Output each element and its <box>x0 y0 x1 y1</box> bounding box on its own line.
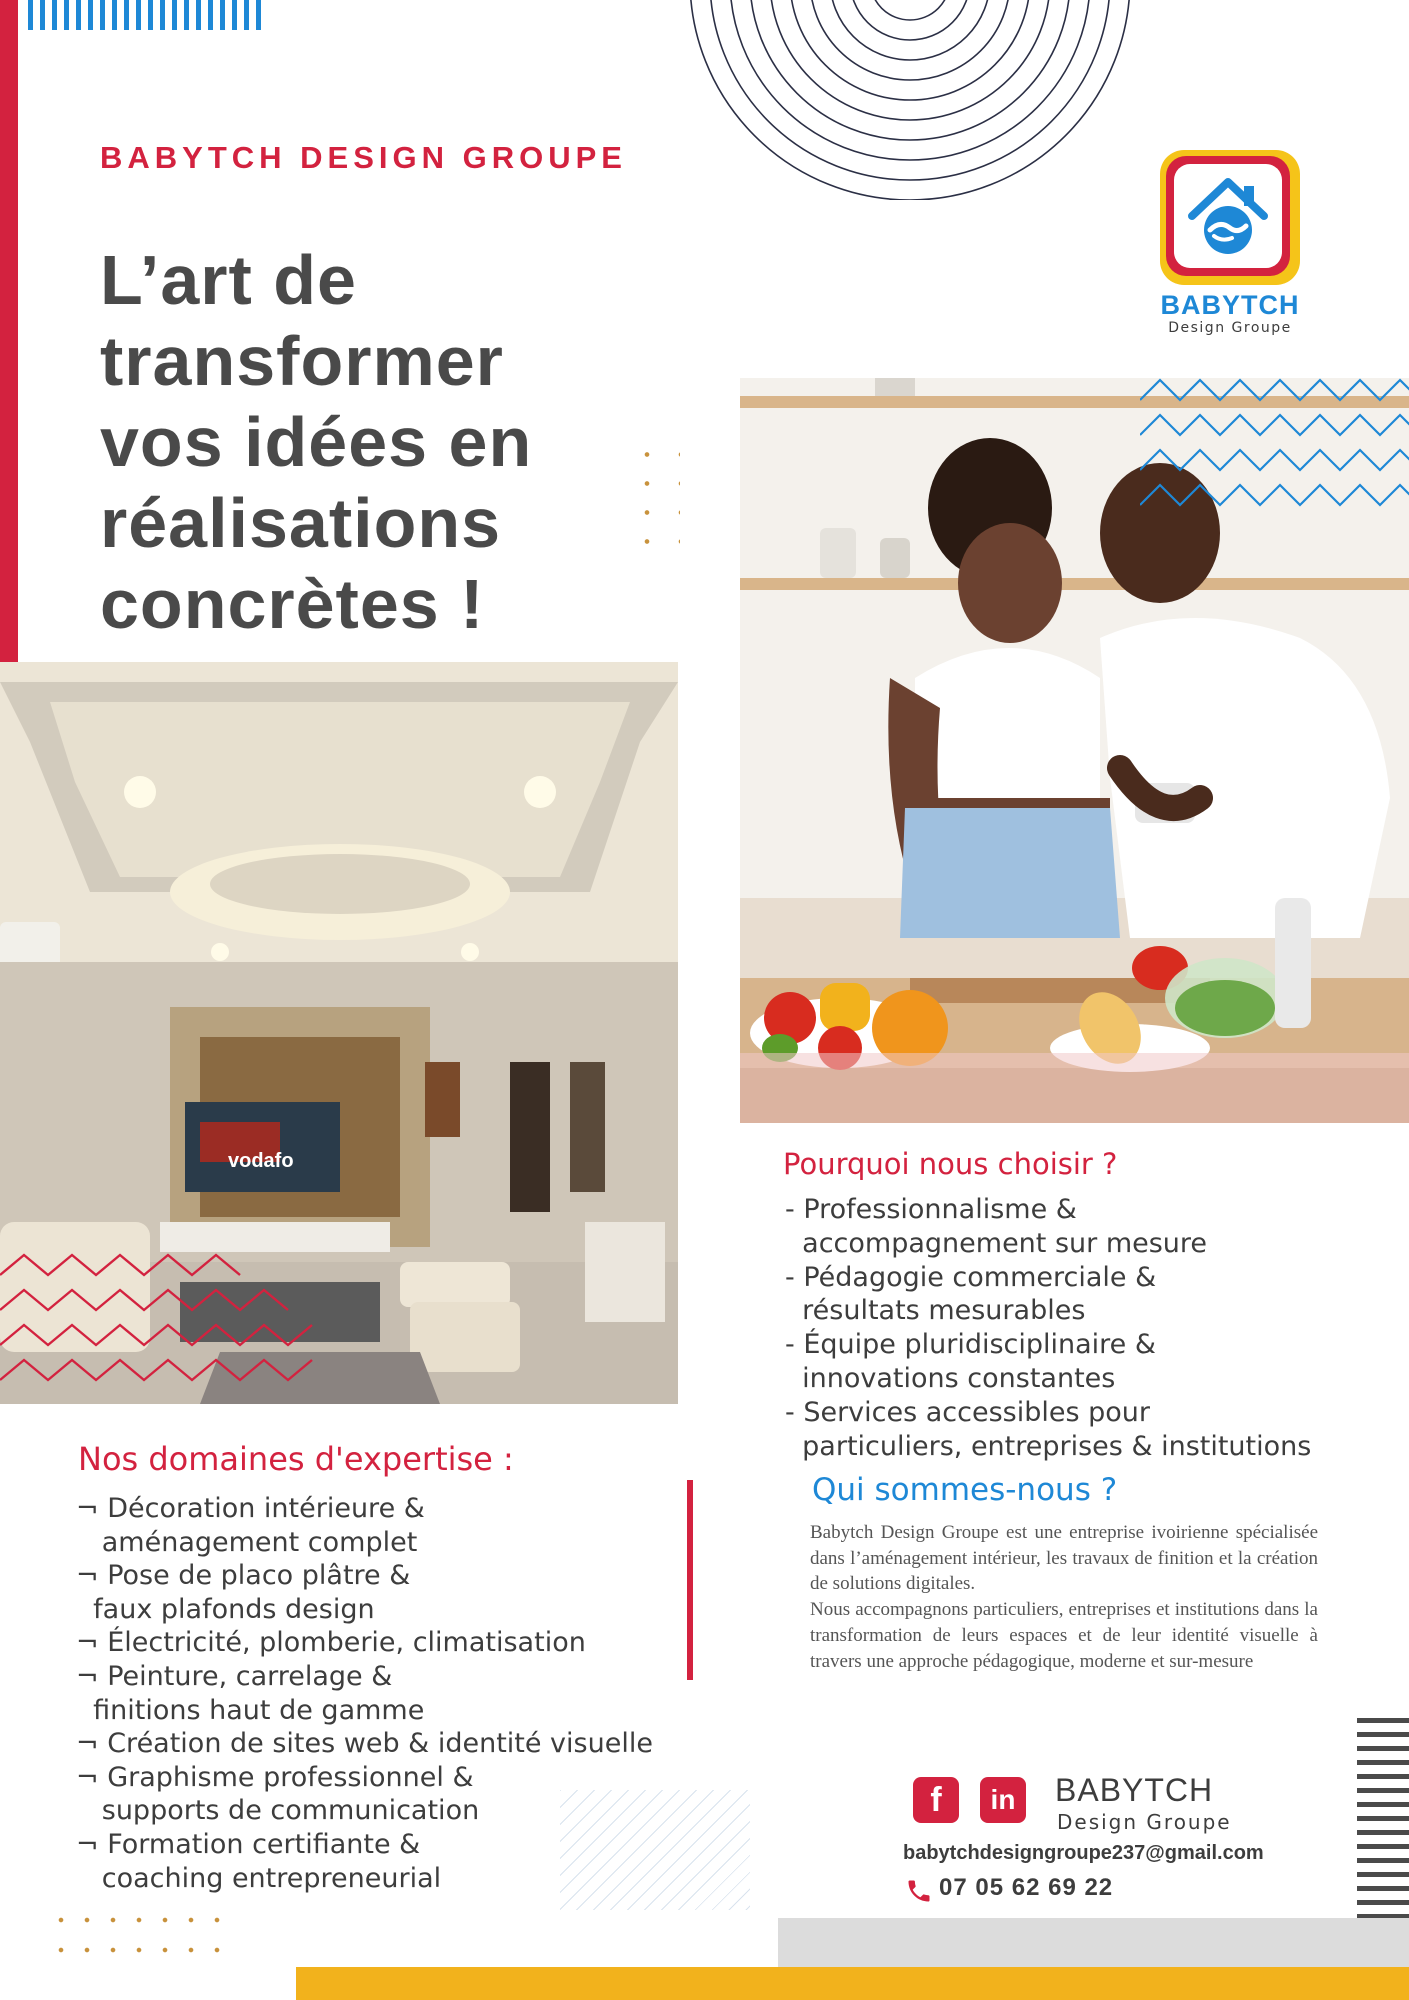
headline-line: réalisations <box>100 484 502 562</box>
phone-icon <box>905 1877 933 1905</box>
who-section-title: Qui sommes-nous ? <box>812 1472 1118 1508</box>
list-item: - Équipe pluridisciplinaire & <box>785 1329 1156 1361</box>
logo-name: BABYTCH <box>1160 290 1300 320</box>
list-item: ¬ Formation certifiante & <box>76 1828 421 1860</box>
who-paragraph: Babytch Design Groupe est une entreprise ivoirienne spécialisée dans l’aménagement intérieur, les travaux de finition et la création de solutions digitales. <box>810 1522 1318 1595</box>
concentric-rings-decoration <box>680 0 1140 200</box>
contact-brand-subtitle: Design Groupe <box>1057 1810 1232 1834</box>
why-list <box>785 1193 1385 1463</box>
brand-title: BABYTCH DESIGN GROUPE <box>100 140 627 175</box>
list-item: - Pédagogie commerciale & <box>785 1261 1157 1293</box>
list-item: innovations constantes <box>785 1362 1116 1394</box>
brand-logo <box>1156 150 1304 340</box>
handshake-house-icon <box>1182 172 1274 260</box>
who-paragraph: Nous accompagnons particuliers, entreprises et institutions dans la transformation de leurs espaces et de leur identité visuelle à travers une approche pédagogique, moderne et sur-mesure <box>810 1599 1318 1672</box>
list-item: ¬ Pose de placo plâtre & <box>76 1560 411 1592</box>
why-section-title: Pourquoi nous choisir ? <box>783 1147 1118 1181</box>
logo-subtitle: Design Groupe <box>1168 320 1292 336</box>
contact-brand-name: BABYTCH <box>1055 1772 1214 1808</box>
list-item: coaching entrepreneurial <box>76 1862 442 1894</box>
list-item: accompagnement sur mesure <box>785 1227 1208 1259</box>
contact-email[interactable]: babytchdesigngroupe237@gmail.com <box>903 1842 1264 1864</box>
list-item: ¬ Décoration intérieure & <box>76 1493 425 1524</box>
headline-line: L’art de <box>100 241 357 319</box>
contact-phone[interactable]: 07 05 62 69 22 <box>939 1874 1114 1901</box>
list-item: ¬ Électricité, plomberie, climatisation <box>76 1627 586 1659</box>
headline-line: concrètes ! <box>100 565 485 643</box>
tv-overlay-text: vodafo <box>228 1150 294 1172</box>
who-description <box>810 1520 1318 1674</box>
list-item: - Services accessibles pour <box>785 1396 1151 1428</box>
headline <box>100 240 660 645</box>
top-stripes-decoration <box>28 0 263 30</box>
linkedin-icon[interactable]: in <box>980 1777 1026 1823</box>
expertise-section-title: Nos domaines d'expertise : <box>78 1440 514 1478</box>
headline-line: vos idées en <box>100 403 533 481</box>
yellow-bar-decoration <box>296 1967 1409 2000</box>
facebook-icon[interactable]: f <box>913 1777 959 1823</box>
list-item: supports de communication <box>76 1795 480 1827</box>
list-item: aménagement complet <box>76 1526 418 1558</box>
list-item: - Professionnalisme & <box>785 1194 1077 1225</box>
list-item: ¬ Création de sites web & identité visuelle <box>76 1728 653 1760</box>
list-item: ¬ Peinture, carrelage & <box>76 1660 393 1692</box>
list-item: finitions haut de gamme <box>76 1694 425 1726</box>
dot-grid-decoration <box>48 1905 238 1960</box>
headline-line: transformer <box>100 322 504 400</box>
list-item: ¬ Graphisme professionnel & <box>76 1761 474 1793</box>
list-item: particuliers, entreprises & institutions <box>785 1430 1312 1462</box>
logo-app-tile <box>1160 150 1300 285</box>
hatch-decoration <box>560 1790 750 1910</box>
list-item: résultats mesurables <box>785 1295 1086 1327</box>
blue-zigzag-decoration <box>1140 360 1409 520</box>
vertical-divider <box>687 1480 693 1680</box>
red-zigzag-decoration <box>0 1245 320 1415</box>
list-item: faux plafonds design <box>76 1593 375 1625</box>
